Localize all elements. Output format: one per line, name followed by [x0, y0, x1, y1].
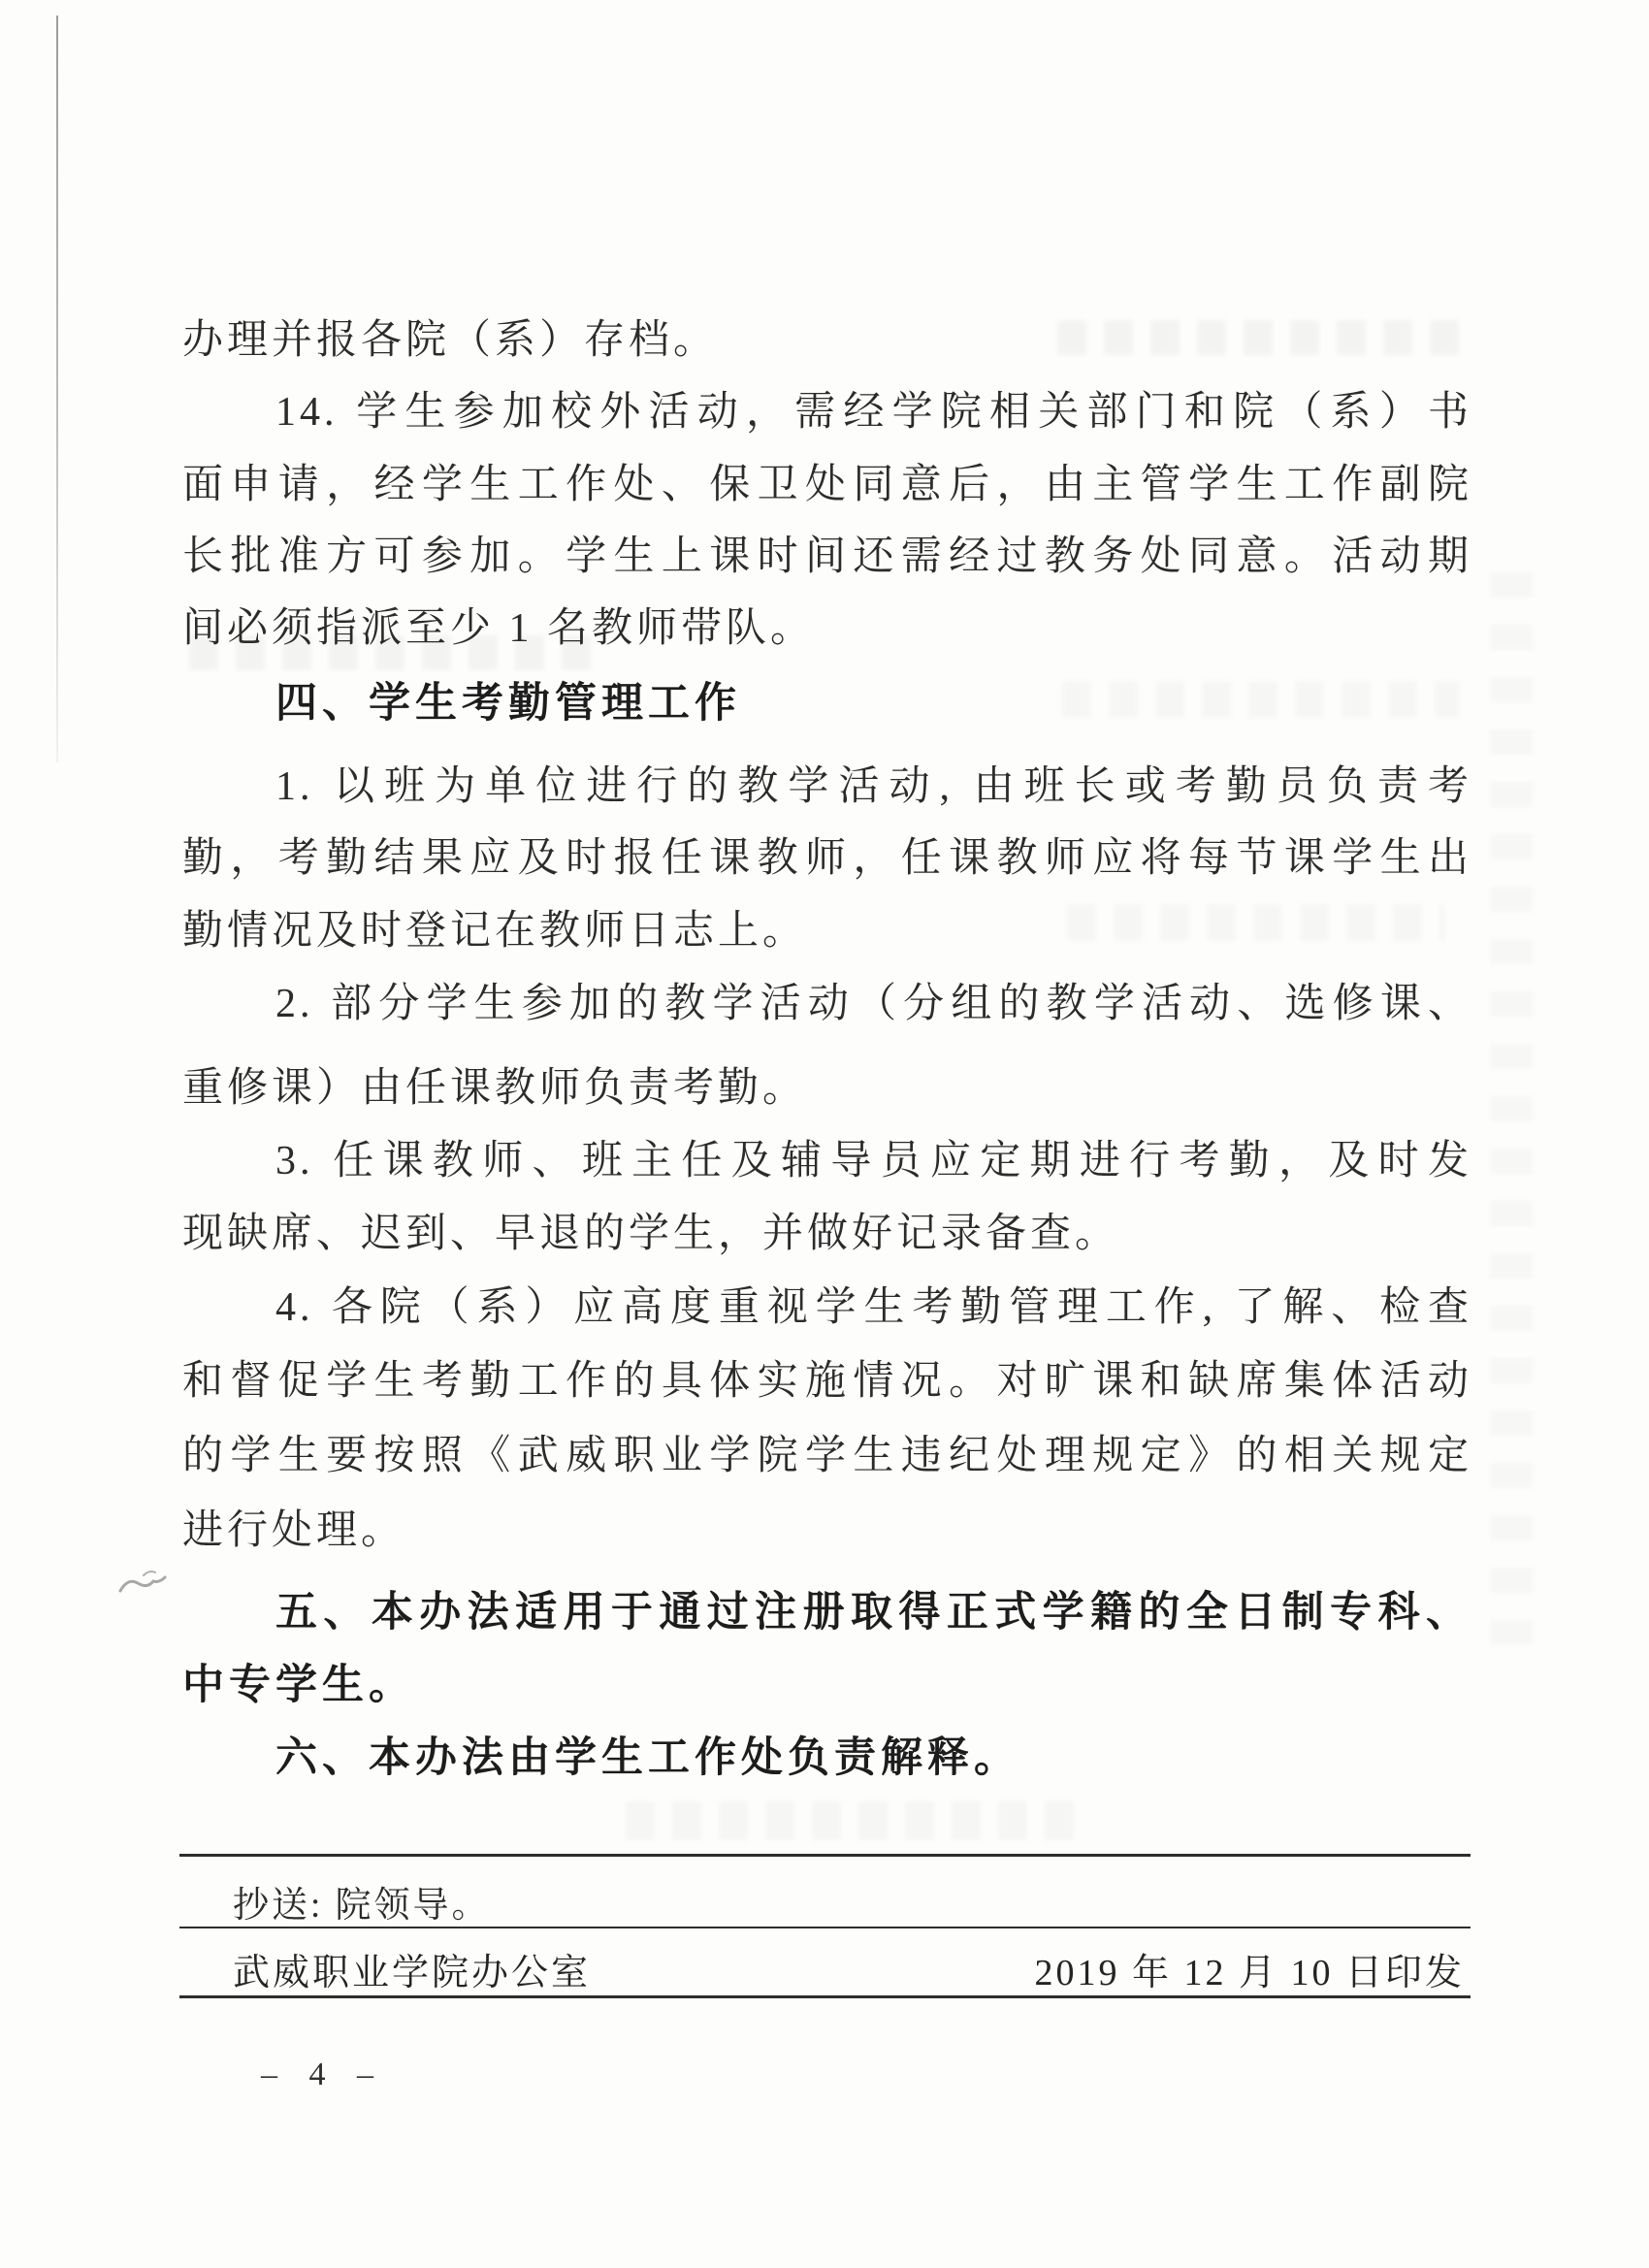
body-line: 4. 各院（系）应高度重视学生考勤管理工作, 了解、检查 — [275, 1285, 1472, 1330]
body-line: 间必须指派至少 1 名教师带队。 — [182, 606, 816, 651]
body-line: 和督促学生考勤工作的具体实施情况。对旷课和缺席集体活动 — [182, 1359, 1472, 1404]
heading-section-4: 四、学生考勤管理工作 — [275, 680, 741, 727]
body-line: 3. 任课教师、班主任及辅导员应定期进行考勤，及时发 — [275, 1139, 1472, 1183]
heading-section-6: 六、本办法由学生工作处负责解释。 — [275, 1734, 1020, 1781]
page-number: – 4 – — [261, 2057, 385, 2092]
body-line: 2. 部分学生参加的教学活动（分组的教学活动、选修课、 — [275, 982, 1472, 1026]
scan-line-artifact — [56, 16, 58, 762]
body-line: 长批准方可参加。学生上课时间还需经过教务处同意。活动期 — [182, 535, 1472, 579]
body-line: 勤，考勤结果应及时报任课教师，任课教师应将每节课学生出 — [182, 836, 1472, 881]
body-line: 办理并报各院（系）存档。 — [182, 318, 719, 363]
body-line: 现缺席、迟到、早退的学生，并做好记录备查。 — [182, 1212, 1120, 1256]
footer-office-name: 武威职业学院办公室 — [233, 1953, 592, 1993]
bleed-through-artifact — [1490, 572, 1533, 1659]
body-line: 进行处理。 — [182, 1508, 406, 1553]
footer-rule-top — [179, 1854, 1471, 1857]
footer-office-row — [179, 1942, 1471, 1995]
body-line: 1. 以班为单位进行的教学活动, 由班长或考勤员负责考 — [275, 764, 1472, 809]
body-line: 面申请，经学生工作处、保卫处同意后，由主管学生工作副院 — [182, 463, 1472, 507]
heading-section-5-cont: 中专学生。 — [182, 1662, 415, 1708]
pencil-mark-artifact — [114, 1562, 182, 1604]
footer-rule-middle — [179, 1927, 1471, 1928]
body-line: 勤情况及时登记在教师日志上。 — [182, 909, 808, 954]
footer-print-date: 2019 年 12 月 10 日印发 — [1034, 1953, 1465, 1993]
body-line: 的学生要按照《武威职业学院学生违纪处理规定》的相关规定 — [182, 1434, 1472, 1478]
body-line: 重修课）由任课教师负责考勤。 — [182, 1066, 808, 1111]
body-line: 14. 学生参加校外活动，需经学院相关部门和院（系）书 — [275, 390, 1472, 435]
heading-section-5: 五、本办法适用于通过注册取得正式学籍的全日制专科、 — [275, 1589, 1472, 1636]
footer-cc-line: 抄送: 院领导。 — [233, 1886, 491, 1926]
bleed-through-artifact — [626, 1801, 1091, 1840]
footer-rule-bottom — [179, 1995, 1471, 1998]
